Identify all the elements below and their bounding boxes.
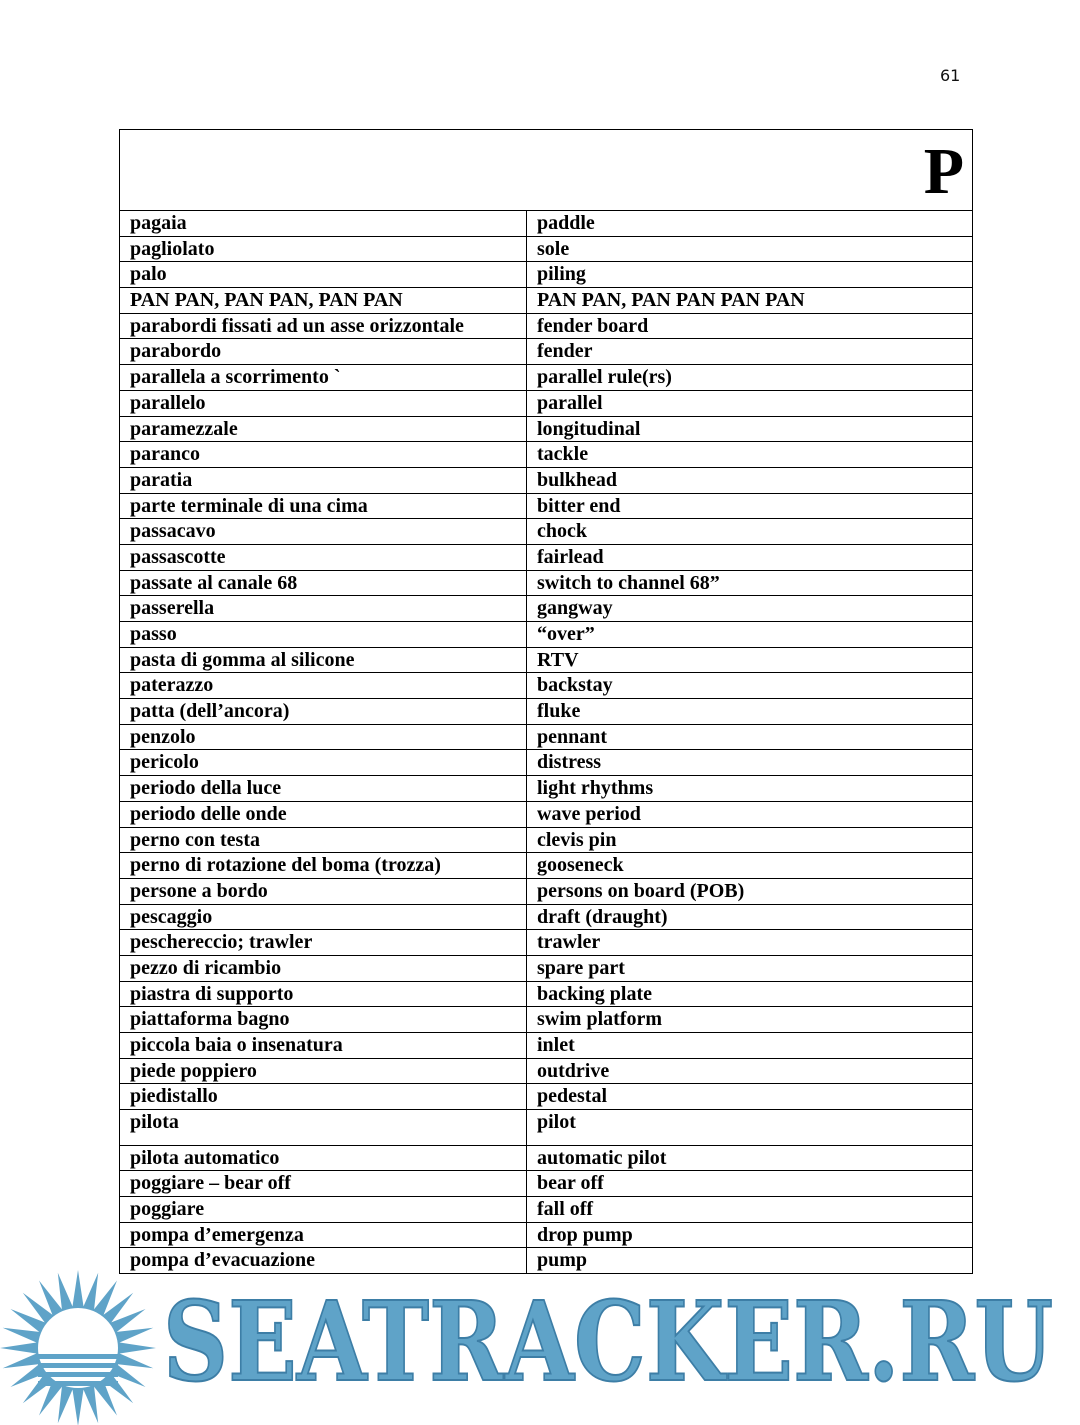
english-term: light rhythms <box>527 776 973 802</box>
english-term: distress <box>527 750 973 776</box>
table-row <box>120 699 973 725</box>
italian-term: passacavo <box>120 519 527 545</box>
italian-term: paramezzale <box>120 416 527 442</box>
english-term: switch to channel 68” <box>527 570 973 596</box>
english-term: persons on board (POB) <box>527 878 973 904</box>
table-row <box>120 493 973 519</box>
table-row <box>120 1033 973 1059</box>
table-row <box>120 853 973 879</box>
english-term: backstay <box>527 673 973 699</box>
english-term: wave period <box>527 801 973 827</box>
english-term: “over” <box>527 622 973 648</box>
table-row <box>120 519 973 545</box>
page-number: 61 <box>940 66 961 85</box>
english-term: pump <box>527 1248 973 1274</box>
english-term: bitter end <box>527 493 973 519</box>
table-row <box>120 1007 973 1033</box>
italian-term: pompa d’evacuazione <box>120 1248 527 1274</box>
english-term: automatic pilot <box>527 1145 973 1171</box>
italian-term: parte terminale di una cima <box>120 493 527 519</box>
table-row <box>120 313 973 339</box>
table-row <box>120 1196 973 1222</box>
italian-term: PAN PAN, PAN PAN, PAN PAN <box>120 288 527 314</box>
italian-term: paranco <box>120 442 527 468</box>
table-row <box>120 211 973 237</box>
italian-term: pezzo di ricambio <box>120 955 527 981</box>
table-row <box>120 1110 973 1146</box>
italian-term: passo <box>120 622 527 648</box>
english-term: piling <box>527 262 973 288</box>
table-row <box>120 467 973 493</box>
table-row <box>120 544 973 570</box>
italian-term: palo <box>120 262 527 288</box>
glossary-table <box>119 129 973 1274</box>
table-row <box>120 570 973 596</box>
italian-term: parallela a scorrimento ` <box>120 365 527 391</box>
table-row <box>120 930 973 956</box>
table-row <box>120 288 973 314</box>
english-term: clevis pin <box>527 827 973 853</box>
table-row <box>120 776 973 802</box>
table-row <box>120 1145 973 1171</box>
english-term: fender <box>527 339 973 365</box>
english-term: PAN PAN, PAN PAN PAN PAN <box>527 288 973 314</box>
english-term: pedestal <box>527 1084 973 1110</box>
table-row <box>120 339 973 365</box>
english-term: parallel rule(rs) <box>527 365 973 391</box>
table-row <box>120 262 973 288</box>
english-term: backing plate <box>527 981 973 1007</box>
table-row <box>120 750 973 776</box>
italian-term: piede poppiero <box>120 1058 527 1084</box>
italian-term: parallelo <box>120 390 527 416</box>
english-term: RTV <box>527 647 973 673</box>
table-row <box>120 673 973 699</box>
table-row <box>120 416 973 442</box>
table-row <box>120 622 973 648</box>
english-term: paddle <box>527 211 973 237</box>
italian-term: persone a bordo <box>120 878 527 904</box>
table-row <box>120 442 973 468</box>
table-row <box>120 1222 973 1248</box>
table-row <box>120 236 973 262</box>
italian-term: paterazzo <box>120 673 527 699</box>
italian-term: pilota automatico <box>120 1145 527 1171</box>
english-term: chock <box>527 519 973 545</box>
table-row <box>120 724 973 750</box>
italian-term: pompa d’emergenza <box>120 1222 527 1248</box>
table-row <box>120 1058 973 1084</box>
watermark-text: SEATRACKER.RU <box>163 1277 1053 1406</box>
english-term: pilot <box>527 1110 973 1146</box>
english-term: pennant <box>527 724 973 750</box>
italian-term: paratia <box>120 467 527 493</box>
english-term: trawler <box>527 930 973 956</box>
table-row <box>120 365 973 391</box>
watermark <box>0 1268 1080 1425</box>
english-term: draft (draught) <box>527 904 973 930</box>
english-term: drop pump <box>527 1222 973 1248</box>
table-row <box>120 1171 973 1197</box>
italian-term: pericolo <box>120 750 527 776</box>
english-term: tackle <box>527 442 973 468</box>
italian-term: periodo delle onde <box>120 801 527 827</box>
italian-term: parabordo <box>120 339 527 365</box>
italian-term: pescaggio <box>120 904 527 930</box>
table-row <box>120 827 973 853</box>
italian-term: penzolo <box>120 724 527 750</box>
italian-term: pagliolato <box>120 236 527 262</box>
english-term: longitudinal <box>527 416 973 442</box>
italian-term: periodo della luce <box>120 776 527 802</box>
italian-term: perno con testa <box>120 827 527 853</box>
italian-term: piccola baia o insenatura <box>120 1033 527 1059</box>
english-term: inlet <box>527 1033 973 1059</box>
table-row <box>120 1084 973 1110</box>
italian-term: piattaforma bagno <box>120 1007 527 1033</box>
sun-logo-icon <box>0 1270 156 1425</box>
english-term: fairlead <box>527 544 973 570</box>
english-term: fluke <box>527 699 973 725</box>
italian-term: passerella <box>120 596 527 622</box>
italian-term: piedistallo <box>120 1084 527 1110</box>
table-row <box>120 955 973 981</box>
english-term: gooseneck <box>527 853 973 879</box>
italian-term: pasta di gomma al silicone <box>120 647 527 673</box>
table-row <box>120 390 973 416</box>
section-header-row <box>120 130 973 211</box>
italian-term: passascotte <box>120 544 527 570</box>
english-term: sole <box>527 236 973 262</box>
italian-term: pilota <box>120 1110 527 1146</box>
italian-term: pagaia <box>120 211 527 237</box>
english-term: parallel <box>527 390 973 416</box>
section-letter: P <box>120 130 973 211</box>
italian-term: peschereccio; trawler <box>120 930 527 956</box>
table-row <box>120 981 973 1007</box>
table-row <box>120 878 973 904</box>
english-term: outdrive <box>527 1058 973 1084</box>
english-term: bear off <box>527 1171 973 1197</box>
english-term: fender board <box>527 313 973 339</box>
italian-term: parabordi fissati ad un asse orizzontale <box>120 313 527 339</box>
italian-term: perno di rotazione del boma (trozza) <box>120 853 527 879</box>
italian-term: piastra di supporto <box>120 981 527 1007</box>
table-row <box>120 647 973 673</box>
italian-term: poggiare <box>120 1196 527 1222</box>
english-term: gangway <box>527 596 973 622</box>
english-term: bulkhead <box>527 467 973 493</box>
table-row <box>120 596 973 622</box>
table-row <box>120 801 973 827</box>
italian-term: patta (dell’ancora) <box>120 699 527 725</box>
english-term: swim platform <box>527 1007 973 1033</box>
italian-term: poggiare – bear off <box>120 1171 527 1197</box>
english-term: spare part <box>527 955 973 981</box>
italian-term: passate al canale 68 <box>120 570 527 596</box>
table-row <box>120 904 973 930</box>
english-term: fall off <box>527 1196 973 1222</box>
